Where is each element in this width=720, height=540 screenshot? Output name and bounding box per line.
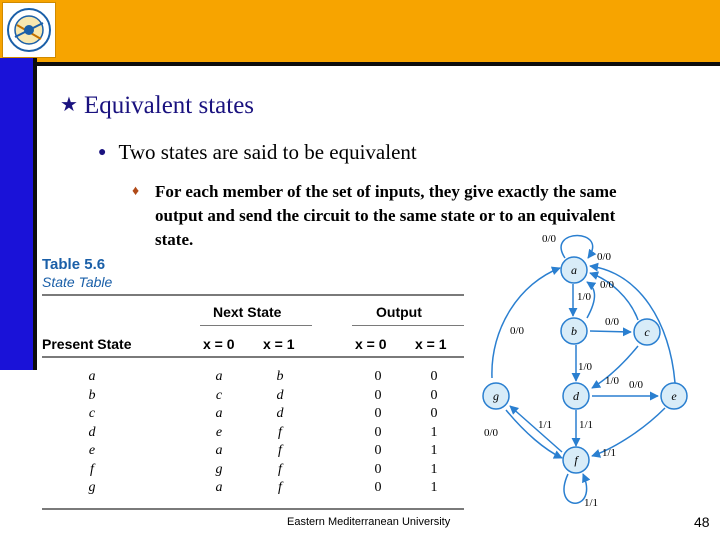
header-out-x0: x = 0: [355, 336, 387, 352]
edge-label-a-b: 1/0: [577, 291, 592, 303]
university-logo: [2, 2, 56, 58]
edge-label-a-self: 0/0: [542, 233, 557, 245]
header-present-state: Present State: [42, 336, 132, 352]
table-cell-out0: 0: [374, 369, 382, 384]
bullet-dot-icon: ●: [98, 145, 107, 160]
next-state-underline: [200, 325, 312, 326]
state-label-a: a: [571, 263, 577, 277]
table-cell-present: a: [88, 369, 96, 384]
header-next-x0: x = 0: [203, 336, 235, 352]
edge-label-e-f: 1/1: [602, 447, 617, 459]
table-bottom-rule: [42, 508, 464, 510]
table-cell-next1: d: [276, 406, 284, 421]
side-bar: [0, 58, 37, 370]
state-label-f: f: [574, 453, 578, 467]
table-cell-out1: 0: [430, 387, 438, 403]
table-cell-next0: a: [215, 480, 223, 495]
state-diagram: [470, 228, 720, 513]
header-out-x1: x = 1: [415, 336, 447, 352]
edge-label-f-g: 0/0: [484, 427, 499, 439]
table-cell-out0: 0: [374, 443, 382, 458]
star-icon: ★: [60, 94, 78, 116]
edge-g-f: [506, 410, 562, 458]
table-cell-next0: a: [215, 443, 223, 458]
table-cell-present: c: [88, 406, 96, 421]
table-cell-next0: a: [215, 369, 223, 384]
state-label-g: g: [493, 389, 499, 403]
table-cell-present: g: [88, 480, 96, 495]
edge-b-c: [590, 331, 631, 332]
table-cell-next1: b: [276, 369, 284, 384]
edge-label-d-e: 0/0: [629, 379, 644, 391]
table-cell-present: d: [88, 424, 96, 440]
table-cell-out1: 1: [430, 461, 438, 477]
table-cell-out0: 0: [374, 406, 382, 421]
table-cell-present: b: [88, 387, 96, 403]
edge-a-self: [561, 236, 592, 259]
table-cell-out1: 1: [430, 480, 438, 495]
state-label-b: b: [571, 324, 577, 338]
output-underline: [352, 325, 464, 326]
table-cell-out0: 0: [374, 480, 382, 495]
table-cell-out1: 0: [430, 406, 438, 421]
table-cell-out1: 1: [430, 424, 438, 440]
edge-label-b-a: 0/0: [597, 251, 612, 263]
edge-g-a: [492, 268, 560, 378]
slide-title-text: Equivalent states: [83, 92, 255, 119]
header-rule: [36, 62, 720, 66]
edge-label-b-d: 1/0: [578, 361, 593, 373]
table-top-rule: [42, 294, 464, 296]
top-banner: [0, 0, 720, 62]
edge-label-g-f: 1/1: [538, 419, 553, 431]
table-cell-out0: 0: [374, 387, 382, 403]
table-cell-present: e: [88, 443, 96, 458]
side-bar-edge: [33, 58, 37, 370]
state-label-d: d: [573, 389, 579, 403]
table-cell-next1: d: [276, 387, 284, 403]
header-output: Output: [376, 304, 422, 320]
bullet-diamond-icon: ♦: [132, 184, 140, 199]
bullet-level2-text: For each member of the set of inputs, they give exactly the same output and send the circuit to the same state or to an equivalent state.: [155, 182, 617, 249]
slide-title: [60, 92, 254, 120]
table-header-rule: [42, 356, 464, 358]
table-cell-next1: f: [278, 461, 282, 477]
table-caption-title: State Table: [42, 274, 113, 290]
header-next-state: Next State: [213, 304, 282, 320]
table-cell-next0: c: [215, 387, 223, 403]
page-number: 48: [694, 514, 710, 530]
table-cell-out1: 0: [430, 369, 438, 384]
table-caption-number: Table 5.6: [42, 256, 106, 273]
edge-label-b-c: 0/0: [605, 316, 620, 328]
edge-label-c-a: 0/0: [600, 279, 615, 291]
bullet-level1-text: Two states are said to be equivalent: [118, 140, 417, 164]
table-cell-out0: 0: [374, 424, 382, 440]
footer-text: Eastern Mediterranean University: [287, 516, 451, 528]
table-cell-next1: f: [278, 443, 282, 458]
edge-label-f-self: 1/1: [584, 497, 599, 509]
edge-label-g-a: 0/0: [510, 325, 525, 337]
edge-f-g: [510, 406, 562, 452]
table-cell-out1: 1: [430, 443, 438, 458]
state-label-e: e: [671, 389, 677, 403]
header-next-x1: x = 1: [263, 336, 295, 352]
edge-label-c-d: 1/0: [605, 375, 620, 387]
bullet-level1: [98, 140, 417, 165]
table-cell-next0: e: [215, 424, 223, 440]
table-cell-next1: f: [278, 480, 282, 495]
edge-label-d-f: 1/1: [579, 419, 594, 431]
table-cell-next0: a: [215, 406, 223, 421]
table-cell-out0: 0: [374, 461, 382, 477]
table-cell-next1: f: [278, 424, 282, 440]
table-cell-next0: g: [215, 461, 223, 477]
table-cell-present: f: [90, 461, 94, 477]
state-label-c: c: [644, 325, 650, 339]
